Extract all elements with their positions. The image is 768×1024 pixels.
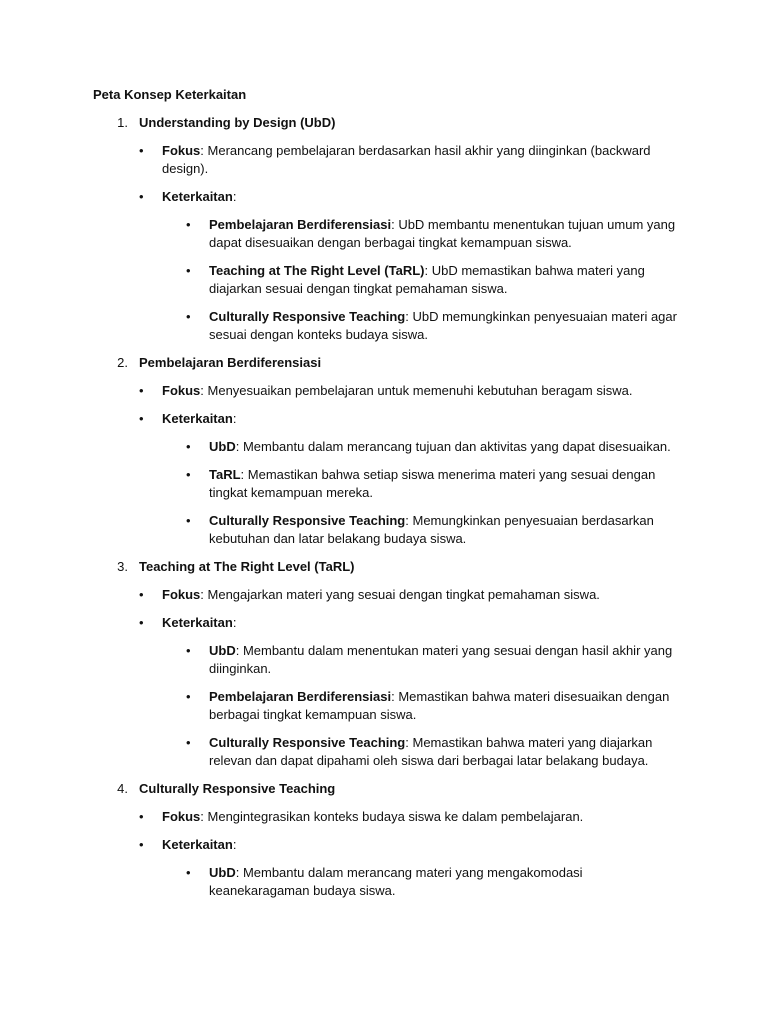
bullet-icon: • <box>139 587 144 602</box>
focus-item <box>93 382 683 400</box>
link-term: Culturally Responsive Teaching <box>209 309 406 324</box>
link-description: : Memastikan bahwa materi disesuaikan dengan berbagai tingkat kemampuan siswa. <box>209 689 670 722</box>
bullet-icon: • <box>186 643 191 658</box>
focus-text <box>162 586 683 604</box>
link-term: UbD <box>209 865 236 880</box>
link-description: : Membantu dalam merancang materi yang mengakomodasi keanekaragaman budaya siswa. <box>209 865 583 898</box>
bullet-icon: • <box>186 735 191 750</box>
focus-text <box>162 382 683 400</box>
link-item <box>93 438 683 456</box>
bullet-icon: • <box>186 865 191 880</box>
section-title: Teaching at The Right Level (TaRL) <box>139 559 355 574</box>
document-title: Peta Konsep Keterkaitan <box>93 87 247 102</box>
links-heading <box>162 410 683 428</box>
links-label: Keterkaitan <box>162 411 233 426</box>
link-description: : UbD membantu menentukan tujuan umum yang dapat disesuaikan dengan berbagai tingkat kemampuan siswa. <box>209 217 676 250</box>
link-item <box>93 466 683 502</box>
link-term: Culturally Responsive Teaching <box>209 513 406 528</box>
links-suffix: : <box>232 411 237 426</box>
link-term: Pembelajaran Berdiferensiasi <box>209 689 392 704</box>
section-heading <box>93 114 683 132</box>
link-term: Pembelajaran Berdiferensiasi <box>209 217 392 232</box>
link-description: : Memastikan bahwa setiap siswa menerima materi yang sesuai dengan tingkat kemampuan mereka. <box>209 467 656 500</box>
links-suffix: : <box>232 615 237 630</box>
bullet-icon: • <box>139 809 144 824</box>
link-term: UbD <box>209 643 236 658</box>
links-suffix: : <box>232 837 237 852</box>
section-title: Culturally Responsive Teaching <box>139 781 336 796</box>
bullet-icon: • <box>186 217 191 232</box>
links-heading <box>162 614 683 632</box>
link-text <box>209 864 683 900</box>
link-item <box>93 734 683 770</box>
bullet-icon: • <box>186 689 191 704</box>
links-label: Keterkaitan <box>162 189 233 204</box>
focus-text <box>162 142 683 178</box>
link-text <box>209 466 683 502</box>
link-text <box>209 512 683 548</box>
link-term: UbD <box>209 439 236 454</box>
section-heading <box>93 558 683 576</box>
bullet-icon: • <box>139 411 144 426</box>
focus-description: : Menyesuaikan pembelajaran untuk memenuhi kebutuhan beragam siswa. <box>200 383 633 398</box>
link-description: : Membantu dalam merancang tujuan dan aktivitas yang dapat disesuaikan. <box>235 439 671 454</box>
bullet-icon: • <box>139 383 144 398</box>
section-number: 3. <box>117 559 128 574</box>
link-text <box>209 216 683 252</box>
focus-description: : Mengintegrasikan konteks budaya siswa ke dalam pembelajaran. <box>200 809 584 824</box>
links-label: Keterkaitan <box>162 837 233 852</box>
link-item <box>93 308 683 344</box>
link-term: Teaching at The Right Level (TaRL) <box>209 263 425 278</box>
section-number: 4. <box>117 781 128 796</box>
bullet-icon: • <box>186 439 191 454</box>
link-item <box>93 216 683 252</box>
focus-label: Fokus <box>162 383 201 398</box>
link-item <box>93 688 683 724</box>
focus-label: Fokus <box>162 587 201 602</box>
link-text <box>209 438 683 456</box>
link-description: : UbD memungkinkan penyesuaian materi agar sesuai dengan konteks budaya siswa. <box>209 309 677 342</box>
link-item <box>93 262 683 298</box>
link-text <box>209 262 683 298</box>
bullet-icon: • <box>186 467 191 482</box>
focus-label: Fokus <box>162 809 201 824</box>
link-item <box>93 642 683 678</box>
link-description: : Membantu dalam menentukan materi yang sesuai dengan hasil akhir yang diinginkan. <box>209 643 673 676</box>
bullet-icon: • <box>186 263 191 278</box>
bullet-icon: • <box>186 513 191 528</box>
links-item <box>93 836 683 854</box>
links-suffix: : <box>232 189 237 204</box>
focus-item <box>93 808 683 826</box>
link-description: : Memastikan bahwa materi yang diajarkan relevan dan dapat dipahami oleh siswa dari berbagai latar belakang budaya. <box>209 735 653 768</box>
section-title: Understanding by Design (UbD) <box>139 115 336 130</box>
focus-description: : Merancang pembelajaran berdasarkan hasil akhir yang diinginkan (backward design). <box>162 143 651 176</box>
link-term: TaRL <box>209 467 241 482</box>
link-text <box>209 308 683 344</box>
links-label: Keterkaitan <box>162 615 233 630</box>
links-heading <box>162 188 683 206</box>
bullet-icon: • <box>139 837 144 852</box>
section-number: 1. <box>117 115 128 130</box>
bullet-icon: • <box>186 309 191 324</box>
link-item <box>93 512 683 548</box>
links-item <box>93 410 683 428</box>
link-description: : UbD memastikan bahwa materi yang diajarkan sesuai dengan tingkat pemahaman siswa. <box>209 263 645 296</box>
bullet-icon: • <box>139 189 144 204</box>
links-heading <box>162 836 683 854</box>
focus-item <box>93 586 683 604</box>
links-item <box>93 188 683 206</box>
section-heading <box>93 354 683 372</box>
links-item <box>93 614 683 632</box>
bullet-icon: • <box>139 143 144 158</box>
link-term: Culturally Responsive Teaching <box>209 735 406 750</box>
section-heading <box>93 780 683 798</box>
focus-description: : Mengajarkan materi yang sesuai dengan tingkat pemahaman siswa. <box>200 587 600 602</box>
focus-item <box>93 142 683 178</box>
focus-label: Fokus <box>162 143 201 158</box>
section-title: Pembelajaran Berdiferensiasi <box>139 355 322 370</box>
link-text <box>209 734 683 770</box>
focus-text <box>162 808 683 826</box>
link-text <box>209 642 683 678</box>
link-item <box>93 864 683 900</box>
document-content <box>93 114 683 910</box>
link-description: : Memungkinkan penyesuaian berdasarkan kebutuhan dan latar belakang budaya siswa. <box>209 513 654 546</box>
link-text <box>209 688 683 724</box>
bullet-icon: • <box>139 615 144 630</box>
section-number: 2. <box>117 355 128 370</box>
